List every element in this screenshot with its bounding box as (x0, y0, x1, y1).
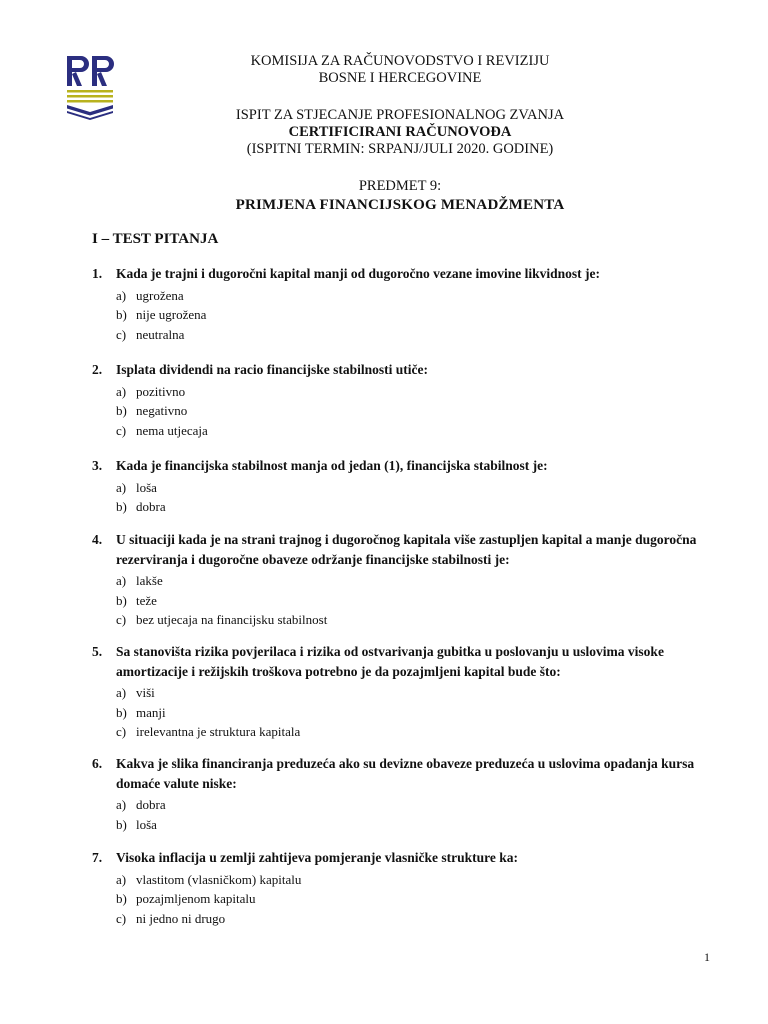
question-6 (92, 754, 712, 834)
answer-option (116, 401, 712, 421)
option-letter: b) (116, 704, 127, 720)
question-5 (92, 642, 712, 742)
page-number: 1 (704, 950, 710, 964)
option-text: pozitivno (136, 383, 186, 399)
question-number: 6. (92, 756, 103, 771)
answer-options (116, 382, 712, 441)
answer-option (116, 815, 712, 835)
option-letter: c) (116, 724, 127, 739)
subject-label: PREDMET 9: (358, 178, 442, 194)
option-letter: b) (116, 891, 127, 906)
question-7 (92, 848, 712, 928)
exam-header (190, 107, 610, 158)
question-text: Kakva je slika financiranja preduzeća ako su devizne obaveze preduzeća u uslovima opadanja kursa domaće valute niske: (116, 756, 695, 791)
answer-options (116, 478, 712, 517)
answer-option (116, 909, 712, 929)
answer-option (116, 889, 712, 909)
question-number: 4. (92, 532, 103, 547)
answer-option (116, 305, 712, 325)
option-letter: c) (116, 910, 127, 926)
option-letter: a) (116, 871, 127, 887)
option-text: dobra (136, 499, 166, 514)
option-text: ni jedno ni drugo (136, 910, 226, 926)
rr-logo-icon (64, 54, 118, 120)
option-letter: b) (116, 816, 127, 832)
question-1 (92, 264, 712, 344)
answer-option (116, 478, 712, 498)
answer-options (116, 286, 712, 345)
question-4 (92, 530, 712, 630)
option-letter: a) (116, 685, 127, 700)
answer-option (116, 325, 712, 345)
org-line1: KOMISIJA ZA RAČUNOVODSTVO I REVIZIJU (250, 53, 550, 69)
answer-option (116, 610, 712, 630)
subject-title: PRIMJENA FINANCIJSKOG MENADŽMENTA (235, 197, 565, 213)
option-text: teže (136, 592, 157, 608)
question-text: Visoka inflacija u zemlji zahtijeva pomjeranje vlasničke strukture ka: (116, 850, 518, 865)
question-text: Isplata dividendi na racio financijske stabilnosti utiče: (116, 362, 429, 377)
section-title: I – TEST PITANJA (92, 231, 219, 247)
option-text: loša (136, 816, 157, 832)
option-letter: a) (116, 479, 127, 495)
option-text: negativno (136, 403, 188, 418)
answer-option (116, 870, 712, 890)
org-line2: BOSNE I HERCEGOVINE (318, 70, 482, 86)
option-letter: b) (116, 403, 127, 418)
option-text: pozajmljenom kapitalu (136, 891, 256, 906)
question-2 (92, 360, 712, 440)
answer-option (116, 571, 712, 591)
answer-option (116, 722, 712, 742)
option-text: vlastitom (vlasničkom) kapitalu (136, 871, 302, 887)
option-text: lakše (136, 573, 163, 588)
answer-option (116, 703, 712, 723)
question-text: U situaciji kada je na strani trajnog i dugoročnog kapitala više zastupljen kapital a manje dugoročna rezerviranja i dugoročne obaveze održanje financijske stabilnosti je: (116, 532, 697, 567)
option-letter: a) (116, 383, 127, 399)
option-text: manji (136, 704, 166, 720)
question-3 (92, 456, 712, 517)
option-letter: b) (116, 592, 127, 608)
option-text: ugrožena (136, 287, 184, 303)
option-text: neutralna (136, 326, 185, 342)
answer-option (116, 591, 712, 611)
answer-options (116, 795, 712, 834)
answer-option (116, 795, 712, 815)
exam-certificate-title: CERTIFICIRANI RAČUNOVOĐA (288, 124, 512, 140)
option-letter: c) (116, 422, 127, 438)
option-text: irelevantna je struktura kapitala (136, 724, 301, 739)
option-letter: a) (116, 797, 127, 812)
option-text: nije ugrožena (136, 307, 207, 322)
option-text: viši (136, 685, 155, 700)
question-number: 2. (92, 362, 103, 377)
option-text: loša (136, 479, 157, 495)
answer-options (116, 571, 712, 630)
answer-options (116, 683, 712, 742)
option-letter: a) (116, 287, 127, 303)
answer-option (116, 421, 712, 441)
exam-line1: ISPIT ZA STJECANJE PROFESIONALNOG ZVANJA (235, 107, 565, 123)
option-letter: c) (116, 326, 127, 342)
question-number: 7. (92, 850, 103, 865)
option-text: dobra (136, 797, 166, 812)
answer-option (116, 286, 712, 306)
question-text: Sa stanovišta rizika povjerilaca i rizika od ostvarivanja gubitka u poslovanju u uslovima visoke amortizacije i režijskih troškova potrebno je da pozajmljeni kapital bude što: (116, 644, 664, 679)
subject-header (190, 178, 610, 214)
answer-options (116, 870, 712, 929)
question-number: 3. (92, 458, 103, 473)
answer-option (116, 382, 712, 402)
exam-term: (ISPITNI TERMIN: SRPANJ/JULI 2020. GODINE) (246, 141, 554, 157)
question-text: Kada je trajni i dugoročni kapital manji od dugoročno vezane imovine likvidnost je: (116, 266, 601, 281)
option-text: bez utjecaja na financijsku stabilnost (136, 612, 328, 627)
organization-header (190, 53, 610, 87)
option-letter: b) (116, 307, 127, 322)
option-letter: c) (116, 612, 127, 627)
answer-option (116, 683, 712, 703)
question-number: 1. (92, 266, 103, 281)
question-text: Kada je financijska stabilnost manja od jedan (1), financijska stabilnost je: (116, 458, 548, 473)
option-letter: a) (116, 573, 127, 588)
answer-option (116, 497, 712, 517)
question-number: 5. (92, 644, 103, 659)
option-letter: b) (116, 499, 127, 514)
option-text: nema utjecaja (136, 422, 208, 438)
